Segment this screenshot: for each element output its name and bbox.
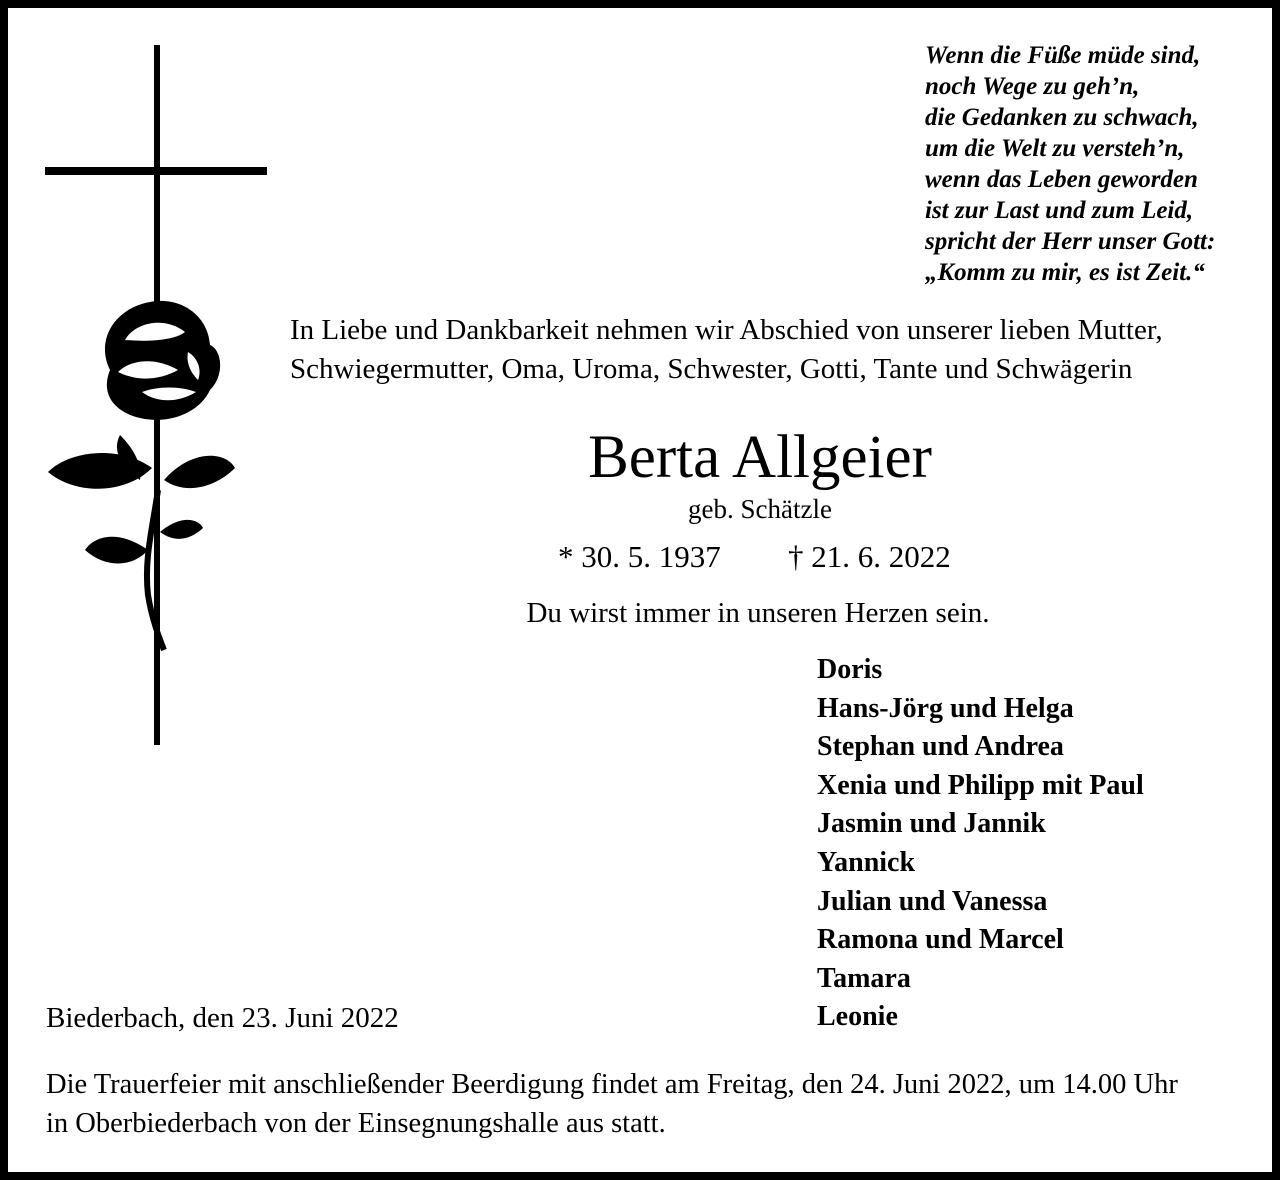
family-member: Yannick [817, 846, 916, 878]
death-date: † 21. 6. 2022 [788, 539, 951, 574]
intro-text [290, 311, 1265, 389]
family-member: Ramona und Marcel [817, 924, 1064, 956]
poem-line: wenn das Leben geworden [925, 166, 1198, 193]
family-member: Tamara [817, 962, 911, 994]
birth-date: * 30. 5. 1937 [558, 539, 721, 574]
family-member: Xenia und Philipp mit Paul [817, 769, 1144, 801]
ceremony-line-1: Die Trauerfeier mit anschließender Beerdigung findet am Freitag, den 24. Juni 2022, um 14.00 Uhr [46, 1069, 1178, 1100]
family-member: Leonie [817, 1001, 898, 1033]
place-and-date: Biederbach, den 23. Juni 2022 [46, 1002, 399, 1034]
family-member: Jasmin und Jannik [817, 808, 1046, 840]
deceased-name: Berta Allgeier [588, 424, 932, 491]
intro-line-2: Schwiegermutter, Oma, Uroma, Schwester, Gotti, Tante und Schwägerin [290, 353, 1133, 385]
intro-line-1: In Liebe und Dankbarkeit nehmen wir Abschied von unserer lieben Mutter, [290, 314, 1163, 346]
family-member: Hans-Jörg und Helga [817, 692, 1074, 724]
poem [925, 40, 1255, 288]
poem-line: Wenn die Füße müde sind, [925, 42, 1201, 69]
cross-with-rose [40, 40, 280, 760]
maiden-name: geb. Schätzle [688, 494, 832, 524]
motto: Du wirst immer in unseren Herzen sein. [526, 597, 990, 629]
poem-line: die Gedanken zu schwach, [925, 104, 1199, 131]
poem-line: ist zur Last und zum Leid, [925, 197, 1194, 224]
rose-icon [48, 301, 235, 650]
poem-line: um die Welt zu versteh’n, [925, 135, 1185, 162]
family-member: Doris [817, 654, 883, 685]
family-member: Julian und Vanessa [817, 885, 1048, 917]
poem-line: noch Wege zu geh’n, [925, 73, 1140, 100]
ceremony-line-2: in Oberbiederbach von der Einsegnungshalle aus statt. [46, 1108, 666, 1139]
poem-line: spricht der Herr unser Gott: [925, 228, 1216, 255]
poem-line: „Komm zu mir, es ist Zeit.“ [925, 259, 1205, 286]
ceremony-notice [46, 1065, 1261, 1143]
family-list [817, 651, 1257, 1037]
family-member: Stephan und Andrea [817, 731, 1064, 763]
